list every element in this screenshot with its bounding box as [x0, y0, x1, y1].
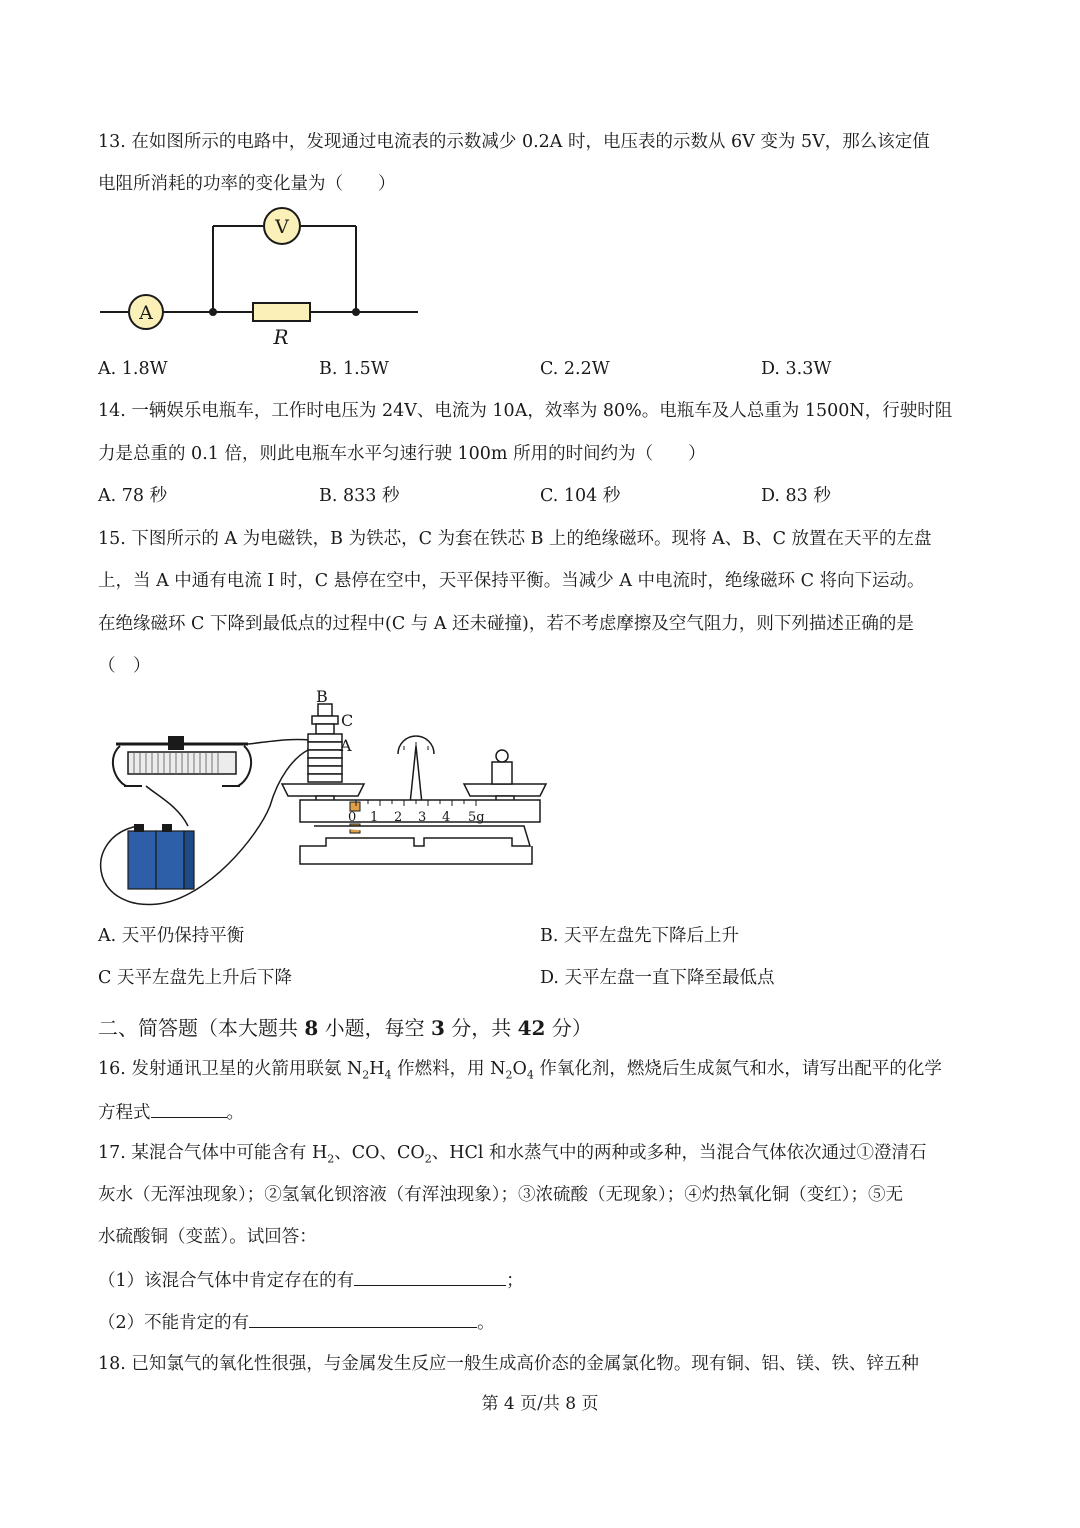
q15-stem-line1: 15. 下图所示的 A 为电磁铁，B 为铁芯，C 为套在铁芯 B 上的绝缘磁环。现将 A、B、C 放置在天平的左盘: [98, 529, 932, 549]
q15-stem-line4: （ ）: [98, 656, 151, 676]
resistor-icon: [253, 303, 310, 321]
q13-option-b: B. 1.5W: [319, 359, 389, 379]
answer-blank[interactable]: [151, 1099, 227, 1118]
scale-tick-label: 4: [442, 810, 451, 825]
q14-stem-line2: 力是总重的 0.1 倍，则此电瓶车水平匀速行驶 100m 所用的时间约为（ ）: [98, 444, 706, 464]
answer-blank[interactable]: [249, 1309, 477, 1328]
q15-option-c: C 天平左盘先上升后下降: [98, 968, 292, 988]
q17-stem-line2: 灰水（无浑浊现象）；②氢氧化钡溶液（有浑浊现象）；③浓硫酸（无现象）；④灼热氧化铜（变红）；⑤无: [98, 1185, 903, 1205]
q13-stem-line1: 13. 在如图所示的电路中，发现通过电流表的示数减少 0.2A 时，电压表的示数从 6V 变为 5V，那么该定值: [98, 132, 930, 152]
q17-stem-line3: 水硫酸铜（变蓝）。试回答：: [98, 1227, 317, 1247]
ammeter-label: A: [139, 302, 153, 324]
q13-stem-line2: 电阻所消耗的功率的变化量为（ ）: [98, 174, 396, 194]
electromagnet-icon: [308, 704, 342, 782]
resistor-label: R: [273, 325, 289, 349]
q13-circuit-diagram: [98, 205, 428, 355]
page-footer: 第 4 页/共 8 页: [481, 1394, 599, 1414]
rheostat-icon: [113, 736, 251, 786]
q14-option-b: B. 833 秒: [319, 486, 400, 506]
q13-option-a: A. 1.8W: [98, 359, 168, 379]
battery-icon: [128, 824, 194, 889]
section-heading: 二、简答题（本大题共 8 小题，每空 3 分，共 42 分）: [98, 1016, 592, 1040]
q17-stem-line1: 17. 某混合气体中可能含有 $H_2$、CO、$CO_2$、HCl 和水蒸气中的两种或多种，当混合气体依次通过①澄清石: [98, 1143, 927, 1166]
q15-stem-line2: 上，当 A 中通有电流 I 时，C 悬停在空中，天平保持平衡。当减少 A 中电流时，绝缘磁环 C 将向下运动。: [98, 571, 925, 591]
q16-stem-line2: 方程式 。: [98, 1099, 244, 1125]
scale-tick-label: 5g: [468, 810, 485, 825]
label-a: A: [340, 736, 352, 755]
q15-option-b: B. 天平左盘先下降后上升: [540, 926, 739, 946]
q15-stem-line3: 在绝缘磁环 C 下降到最低点的过程中(C 与 A 还未碰撞)，若不考虑摩擦及空气阻力，则下列描述正确的是: [98, 614, 914, 634]
q14-option-c: C. 104 秒: [540, 486, 621, 506]
q14-option-d: D. 83 秒: [761, 486, 831, 506]
q15-option-a: A. 天平仍保持平衡: [98, 926, 245, 946]
q18-stem-line1: 18. 已知氯气的氧化性很强，与金属发生反应一般生成高价态的金属氯化物。现有铜、铝、镁、铁、锌五种: [98, 1354, 919, 1374]
q14-option-a: A. 78 秒: [98, 486, 168, 506]
q14-stem-line1: 14. 一辆娱乐电瓶车，工作时电压为 24V、电流为 10A，效率为 80%。电瓶车及人总重为 1500N，行驶时阻: [98, 401, 953, 421]
q15-option-d: D. 天平左盘一直下降至最低点: [540, 968, 775, 988]
junction-dot: [352, 308, 360, 316]
weight-icon: [492, 750, 512, 784]
scale-tick-label: 1: [370, 810, 379, 825]
junction-dot: [209, 308, 217, 316]
answer-blank[interactable]: [354, 1267, 506, 1286]
q17-subquestion-1: （1）该混合气体中肯定存在的有 ；: [98, 1267, 524, 1293]
balance-base: [300, 826, 532, 864]
q16-stem-line1: 16. 发射通讯卫星的火箭用联氨 $N_2H_4$ 作燃料，用 $N_2O_4$ 作氧化剂，燃烧后生成氮气和水，请写出配平的化学: [98, 1059, 942, 1082]
scale-tick-label: 2: [394, 810, 403, 825]
q13-option-d: D. 3.3W: [761, 359, 832, 379]
scale-tick-label: 3: [418, 810, 427, 825]
q13-option-c: C. 2.2W: [540, 359, 610, 379]
label-c: C: [341, 711, 354, 730]
scale-tick-label: 0: [348, 810, 357, 825]
q17-subquestion-2: （2）不能肯定的有 。: [98, 1309, 495, 1335]
voltmeter-label: V: [275, 216, 289, 238]
balance-pointer-icon: [398, 736, 434, 804]
q15-balance-diagram: [98, 686, 558, 908]
label-b: B: [316, 687, 328, 706]
